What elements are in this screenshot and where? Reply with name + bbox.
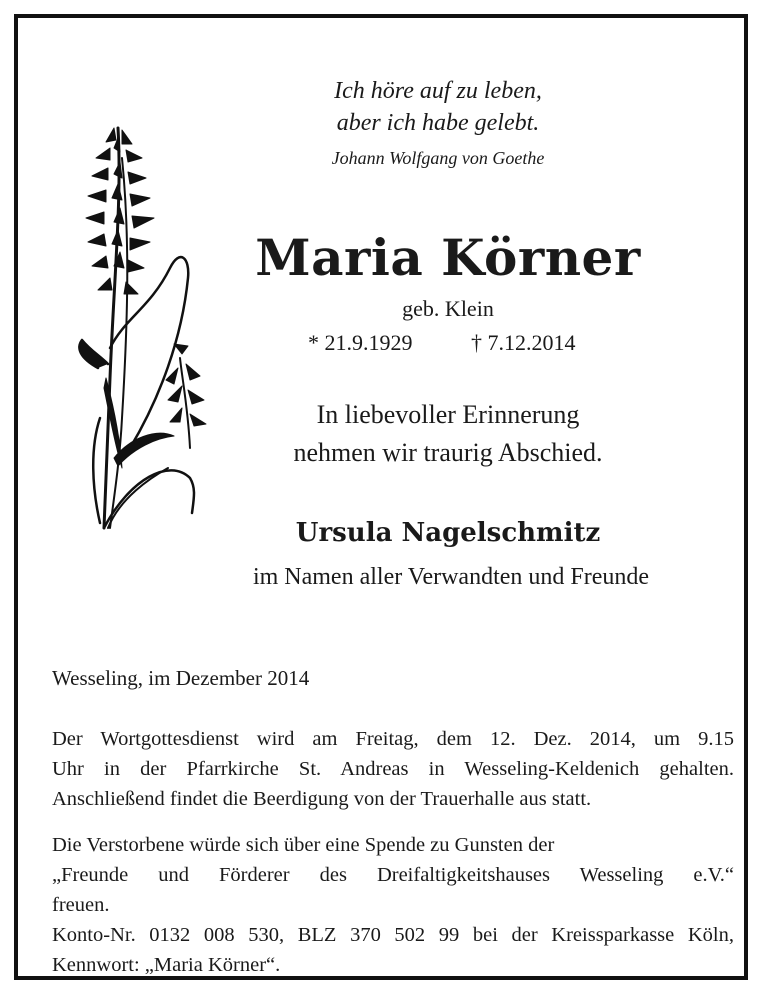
donation-line-4: Konto-Nr. 0132 008 530, BLZ 370 502 99 bei der Kreissparkasse Köln,	[52, 924, 734, 946]
service-line-3: Anschließend findet die Beerdigung von der Trauerhalle aus statt.	[52, 788, 592, 810]
memorial-line-1: In liebevoller Erinnerung	[316, 400, 580, 429]
memorial-line-2: nehmen wir traurig Abschied.	[293, 438, 603, 467]
service-line-2: Uhr in der Pfarrkirche St. Andreas in Wesseling-Keldenich gehalten.	[52, 758, 734, 780]
place-date: Wesseling, im Dezember 2014	[52, 666, 310, 690]
deceased-name: Maria Körner	[255, 228, 641, 287]
birth-name: geb. Klein	[402, 296, 494, 321]
quote-author: Johann Wolfgang von Goethe	[331, 148, 545, 168]
quote-line-2: aber ich habe gelebt.	[336, 110, 540, 136]
donation-paragraph	[52, 830, 734, 980]
quote-line-1: Ich höre auf zu leben,	[334, 78, 542, 104]
donation-line-1: Die Verstorbene würde sich über eine Spende zu Gunsten der	[52, 834, 555, 856]
service-paragraph	[52, 724, 734, 814]
donation-line-3: freuen.	[52, 894, 110, 916]
donation-line-5: Kennwort: „Maria Körner“.	[52, 954, 281, 976]
birth-date: * 21.9.1929	[308, 330, 413, 355]
death-date: † 7.12.2014	[471, 330, 576, 355]
donation-line-2: „Freunde und Förderer des Dreifaltigkeitshauses Wesseling e.V.“	[52, 864, 734, 886]
obituary-frame	[14, 14, 748, 980]
grass-plant-icon	[70, 118, 220, 538]
signer-subtitle: im Namen aller Verwandten und Freunde	[252, 564, 650, 590]
service-line-1: Der Wortgottesdienst wird am Freitag, dem 12. Dez. 2014, um 9.15	[52, 728, 734, 750]
signer-name: Ursula Nagelschmitz	[295, 518, 601, 548]
